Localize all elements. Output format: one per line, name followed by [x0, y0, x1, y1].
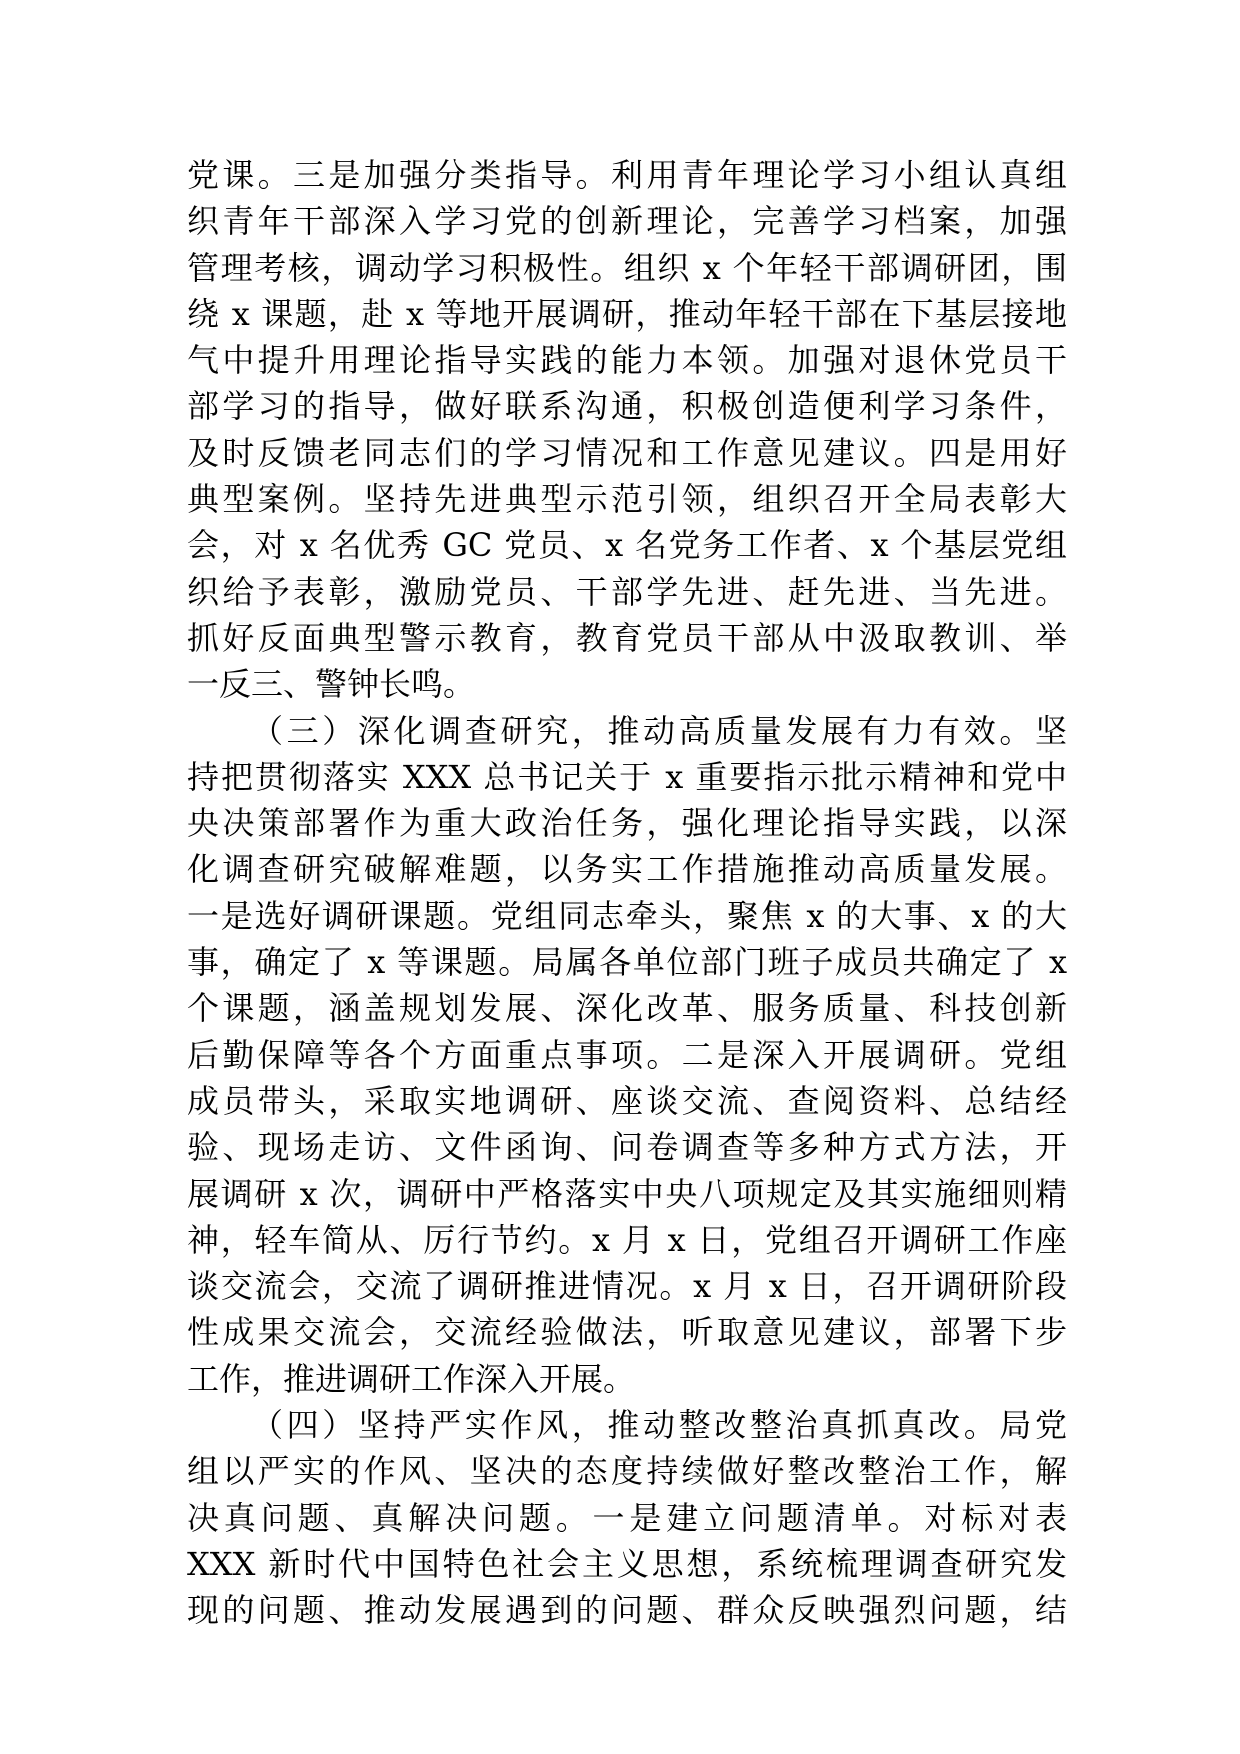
text-line: 管理考核，调动学习积极性。组织 x 个年轻干部调研团，围 — [187, 248, 1067, 287]
text-line: 典型案例。坚持先进典型示范引领，组织召开全局表彰大 — [187, 480, 1067, 519]
text-line: 个课题，涵盖规划发展、深化改革、服务质量、科技创新 — [187, 989, 1067, 1028]
text-line: 央决策部署作为重大政治任务，强化理论指导实践，以深 — [187, 804, 1067, 843]
text-line: 性成果交流会，交流经验做法，听取意见建议，部署下步 — [187, 1313, 1067, 1352]
text-line: 会，对 x 名优秀 GC 党员、x 名党务工作者、x 个基层党组 — [187, 526, 1067, 565]
text-line: 绕 x 课题，赴 x 等地开展调研，推动年轻干部在下基层接地 — [187, 294, 1067, 333]
text-line: 一反三、警钟长鸣。 — [187, 665, 476, 704]
text-line: 后勤保障等各个方面重点事项。二是深入开展调研。党组 — [187, 1035, 1067, 1074]
text-line: 织给予表彰，激励党员、干部学先进、赶先进、当先进。 — [187, 572, 1067, 611]
text-line: 一是选好调研课题。党组同志牵头，聚焦 x 的大事、x 的大 — [187, 896, 1067, 935]
text-line: 谈交流会，交流了调研推进情况。x 月 x 日，召开调研阶段 — [187, 1267, 1067, 1306]
text-line: 及时反馈老同志们的学习情况和工作意见建议。四是用好 — [187, 433, 1067, 472]
text-line: 抓好反面典型警示教育，教育党员干部从中汲取教训、举 — [187, 618, 1067, 657]
text-line: 现的问题、推动发展遇到的问题、群众反映强烈问题，结 — [187, 1591, 1067, 1630]
text-line: 工作，推进调研工作深入开展。 — [187, 1359, 636, 1398]
text-line: XXX 新时代中国特色社会主义思想，系统梳理调查研究发 — [187, 1544, 1067, 1583]
text-line: 决真问题、真解决问题。一是建立问题清单。对标对表 — [187, 1498, 1067, 1537]
section-heading-line: （三）深化调查研究，推动高质量发展有力有效。坚 — [251, 711, 1067, 750]
text-line: 神，轻车简从、厉行节约。x 月 x 日，党组召开调研工作座 — [187, 1220, 1067, 1259]
text-line: 组以严实的作风、坚决的态度持续做好整改整治工作，解 — [187, 1452, 1067, 1491]
text-line: 化调查研究破解难题，以务实工作措施推动高质量发展。 — [187, 850, 1067, 889]
text-line: 气中提升用理论指导实践的能力本领。加强对退休党员干 — [187, 341, 1067, 380]
text-line: 事，确定了 x 等课题。局属各单位部门班子成员共确定了 x — [187, 943, 1067, 982]
text-line: 成员带头，采取实地调研、座谈交流、查阅资料、总结经 — [187, 1081, 1067, 1120]
text-line: 织青年干部深入学习党的创新理论，完善学习档案，加强 — [187, 202, 1067, 241]
text-line: 党课。三是加强分类指导。利用青年理论学习小组认真组 — [187, 156, 1067, 194]
text-line: 展调研 x 次，调研中严格落实中央八项规定及其实施细则精 — [187, 1174, 1067, 1213]
body-text — [187, 152, 1067, 1634]
text-line: 验、现场走访、文件函询、问卷调查等多种方式方法，开 — [187, 1128, 1067, 1167]
text-line: 部学习的指导，做好联系沟通，积极创造便利学习条件， — [187, 387, 1067, 426]
section-heading-line: （四）坚持严实作风，推动整改整治真抓真改。局党 — [251, 1406, 1067, 1445]
text-line: 持把贯彻落实 XXX 总书记关于 x 重要指示批示精神和党中 — [187, 757, 1067, 796]
